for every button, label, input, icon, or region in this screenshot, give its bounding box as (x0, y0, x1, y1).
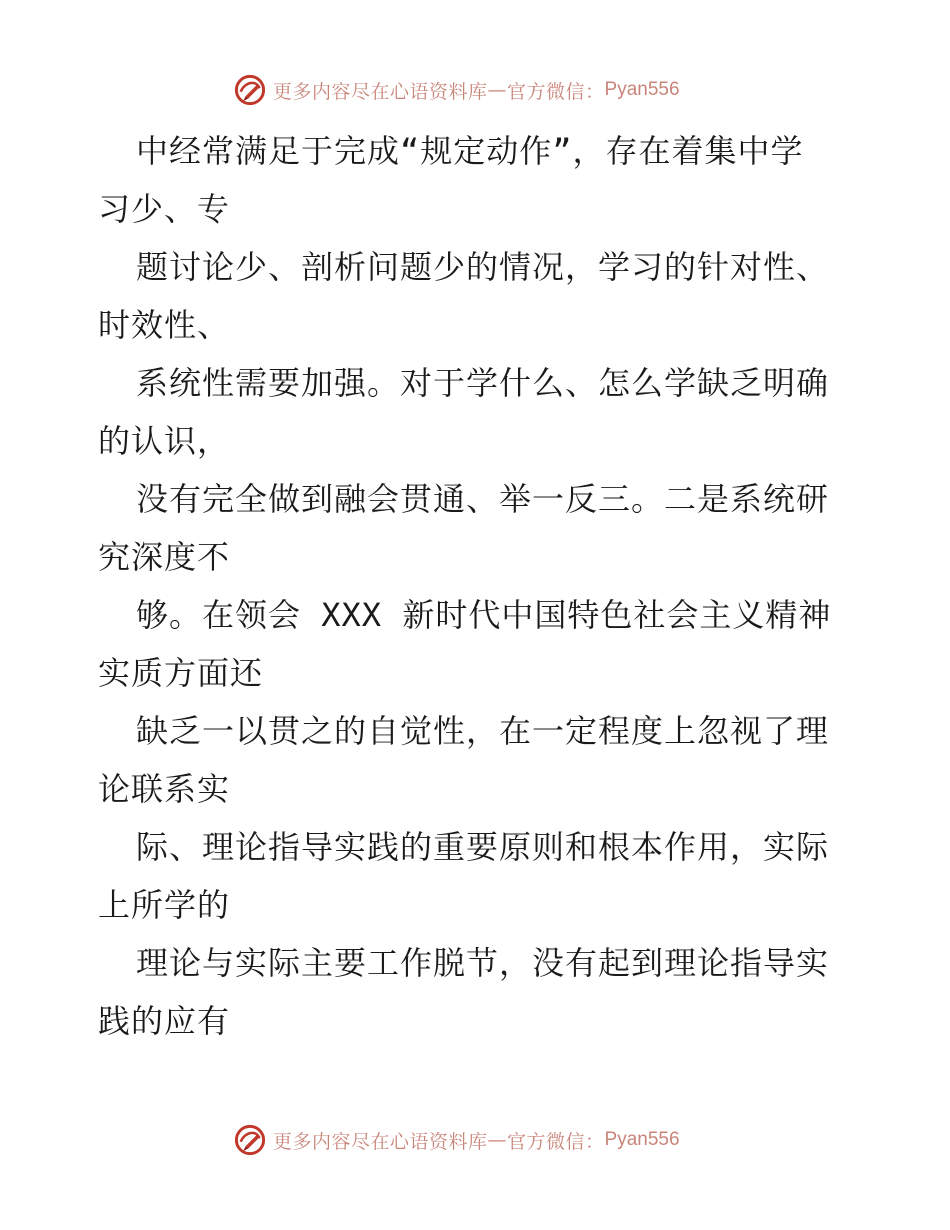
footer-banner (233, 1122, 680, 1158)
banner-dash: — (487, 79, 508, 101)
text-line: 缺乏一以贯之的自觉性，在一定程度上忽视了理 (136, 712, 830, 750)
text-line: 理论与实际主要工作脱节，没有起到理论指导实 (136, 944, 830, 982)
banner-wechat-label: 官方微信： (507, 1130, 605, 1153)
banner-text: 更多内容尽在心语资料库 (273, 1130, 488, 1153)
banner-wechat-label: 官方微信： (507, 80, 605, 103)
text-line: 系统性需要加强。对于学什么、怎么学缺乏明确 (136, 364, 830, 402)
banner-text: 更多内容尽在心语资料库 (273, 80, 488, 103)
text-line: 中经常满足于完成“规定动作”，存在着集中学 (136, 132, 804, 170)
banner-wechat-id: Pyan556 (604, 79, 680, 100)
banner-wechat-id: Pyan556 (604, 1129, 680, 1150)
header-banner (233, 72, 680, 108)
red-swirl-pen-logo-icon (233, 73, 267, 107)
body-text (98, 122, 858, 1050)
red-swirl-pen-logo-icon (233, 1123, 267, 1157)
text-line: 践的应有 (98, 1002, 231, 1040)
text-line: 论联系实 (98, 770, 231, 808)
text-line: 实质方面还 (98, 654, 264, 692)
text-line: 够。在领会 XXX 新时代中国特色社会主义精神 (136, 596, 832, 634)
banner-dash: — (487, 1129, 508, 1151)
text-line: 的认识， (98, 422, 231, 460)
text-line: 上所学的 (98, 886, 231, 924)
text-line: 题讨论少、剖析问题少的情况，学习的针对性、 (136, 248, 830, 286)
text-line: 时效性、 (98, 306, 231, 344)
text-line: 习少、专 (98, 190, 231, 228)
text-line: 没有完全做到融会贯通、举一反三。二是系统研 (136, 480, 830, 518)
text-line: 际、理论指导实践的重要原则和根本作用，实际 (136, 828, 830, 866)
text-line: 究深度不 (98, 538, 231, 576)
